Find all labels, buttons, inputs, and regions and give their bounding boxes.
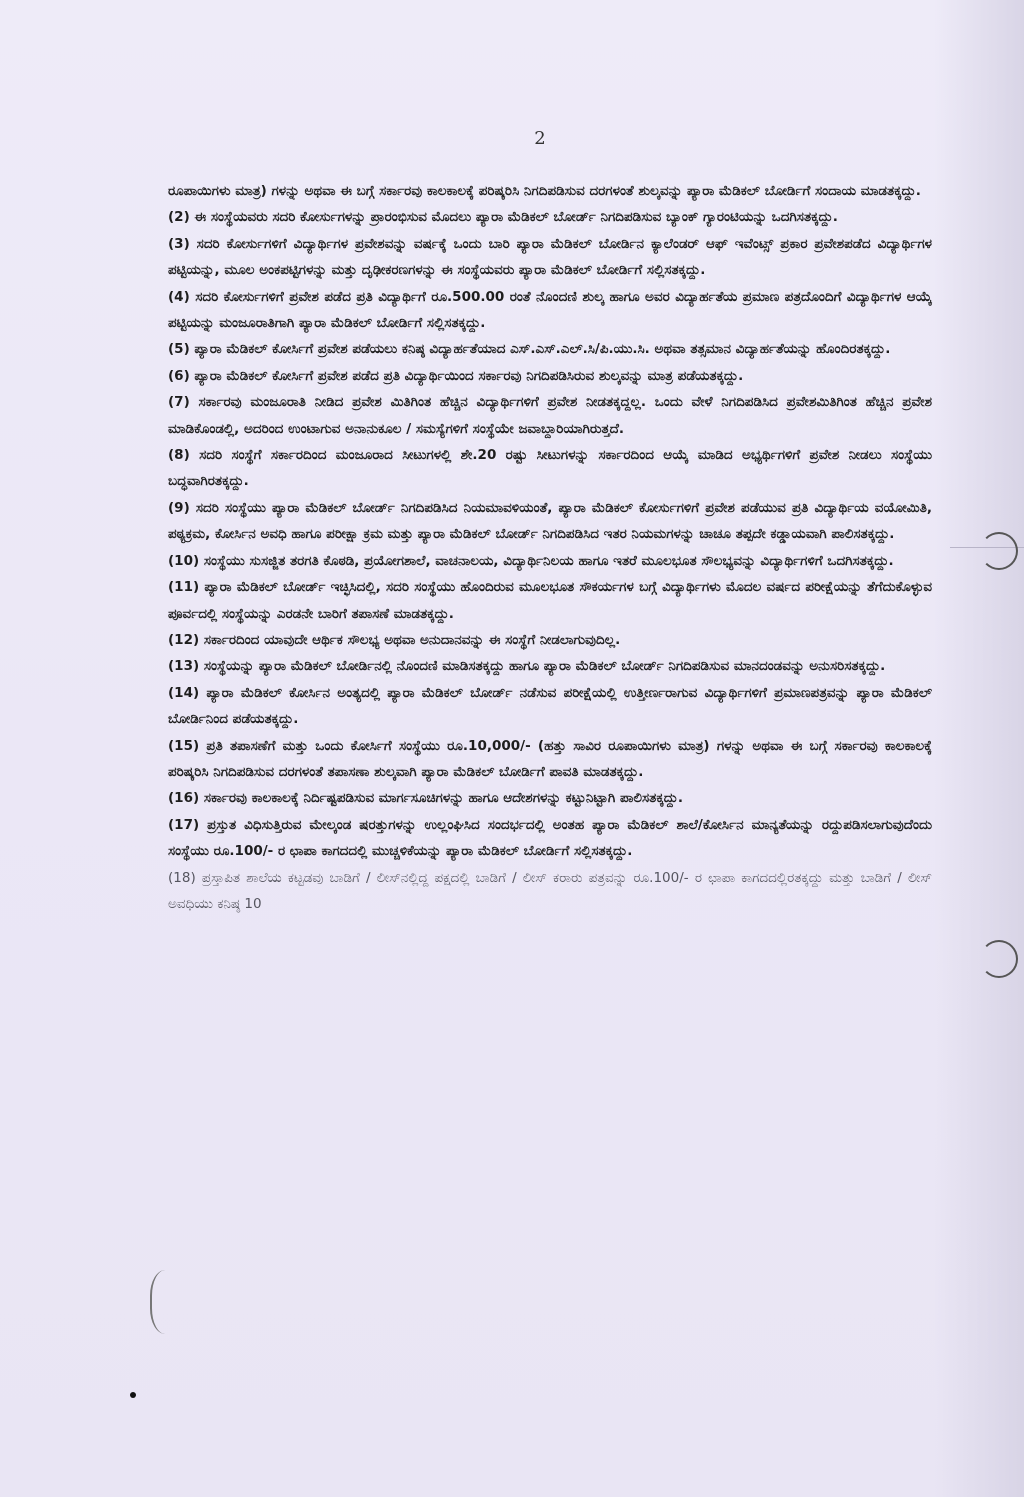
paragraph-18: (18) ಪ್ರಸ್ತಾಪಿತ ಶಾಲೆಯ ಕಟ್ಟಡವು ಬಾಡಿಗೆ / ಲೀಸ್‌ನಲ್ಲಿದ್ದ ಪಕ್ಷದಲ್ಲಿ ಬಾಡಿಗೆ / ಲೀಸ್ ಕರಾರು ಪತ್ರವನ್ನು ರೂ.100/- ರ ಛಾಪಾ ಕಾಗದದಲ್ಲಿರತಕ್ಕದ್ದು ಮತ್ತು ಬಾಡಿಗೆ / ಲೀಸ್ ಅವಧಿಯು ಕನಿಷ್ಠ 10 bbox=[168, 869, 932, 912]
paragraph-16: (16) ಸರ್ಕಾರವು ಕಾಲಕಾಲಕ್ಕೆ ನಿರ್ದಿಷ್ಟಪಡಿಸುವ ಮಾರ್ಗಸೂಚಿಗಳನ್ನು ಹಾಗೂ ಆದೇಶಗಳನ್ನು ಕಟ್ಟುನಿಟ್ಟಾಗಿ ಪಾಲಿಸತಕ್ಕದ್ದು. bbox=[168, 790, 684, 807]
paragraph-17: (17) ಪ್ರಸ್ತುತ ವಿಧಿಸುತ್ತಿರುವ ಮೇಲ್ಕಂಡ ಷರತ್ತುಗಳನ್ನು ಉಲ್ಲಂಘಿಸಿದ ಸಂದರ್ಭದಲ್ಲಿ ಅಂತಹ ಪ್ಯಾರಾ ಮೆಡಿಕಲ್ ಶಾಲೆ/ಕೋರ್ಸಿನ ಮಾನ್ಯತೆಯನ್ನು ರದ್ದುಪಡಿಸಲಾಗುವುದೆಂದು ಸಂಸ್ಥೆಯು ರೂ.100/- ರ ಛಾಪಾ ಕಾಗದದಲ್ಲಿ ಮುಚ್ಚಳಿಕೆಯನ್ನು ಪ್ಯಾರಾ ಮೆಡಿಕಲ್ ಬೋರ್ಡಿಗೆ ಸಲ್ಲಿಸತಕ್ಕದ್ದು. bbox=[168, 816, 932, 860]
paragraph-5: (5) ಪ್ಯಾರಾ ಮೆಡಿಕಲ್ ಕೋರ್ಸಿಗೆ ಪ್ರವೇಶ ಪಡೆಯಲು ಕನಿಷ್ಠ ವಿದ್ಯಾರ್ಹತೆಯಾದ ಎಸ್.ಎಸ್.ಎಲ್.ಸಿ/ಪಿ.ಯು.ಸಿ. ಅಥವಾ ತತ್ಸಮಾನ ವಿದ್ಯಾರ್ಹತೆಯನ್ನು ಹೊಂದಿರತಕ್ಕದ್ದು. bbox=[168, 341, 891, 358]
ink-dot-icon bbox=[130, 1392, 136, 1398]
margin-pen-mark-icon bbox=[980, 940, 1018, 978]
paragraph-9: (9) ಸದರಿ ಸಂಸ್ಥೆಯು ಪ್ಯಾರಾ ಮೆಡಿಕಲ್ ಬೋರ್ಡ್ ನಿಗದಿಪಡಿಸಿದ ನಿಯಮಾವಳಿಯಂತೆ, ಪ್ಯಾರಾ ಮೆಡಿಕಲ್ ಕೋರ್ಸುಗಳಿಗೆ ಪ್ರವೇಶ ಪಡೆಯುವ ಪ್ರತಿ ವಿದ್ಯಾರ್ಥಿಯ ವಯೋಮಿತಿ, ಪಠ್ಯಕ್ರಮ, ಕೋರ್ಸಿನ ಅವಧಿ ಹಾಗೂ ಪರೀಕ್ಷಾ ಕ್ರಮ ಮತ್ತು ಪ್ಯಾರಾ ಮೆಡಿಕಲ್ ಬೋರ್ಡ್ ನಿಗದಿಪಡಿಸಿದ ಇತರ ನಿಯಮಗಳನ್ನು ಚಾಚೂ ತಪ್ಪದೇ ಕಡ್ಡಾಯವಾಗಿ ಪಾಲಿಸತಕ್ಕದ್ದು. bbox=[168, 499, 932, 543]
margin-scribble-icon bbox=[150, 1270, 188, 1334]
paragraph-6: (6) ಪ್ಯಾರಾ ಮೆಡಿಕಲ್ ಕೋರ್ಸಿಗೆ ಪ್ರವೇಶ ಪಡೆದ ಪ್ರತಿ ವಿದ್ಯಾರ್ಥಿಯಿಂದ ಸರ್ಕಾರವು ನಿಗದಿಪಡಿಸಿರುವ ಶುಲ್ಕವನ್ನು ಮಾತ್ರ ಪಡೆಯತಕ್ಕದ್ದು. bbox=[168, 367, 744, 384]
page-edge-shadow bbox=[934, 0, 1024, 1497]
paragraph-15: (15) ಪ್ರತಿ ತಪಾಸಣೆಗೆ ಮತ್ತು ಒಂದು ಕೋರ್ಸಿಗೆ ಸಂಸ್ಥೆಯು ರೂ.10,000/- (ಹತ್ತು ಸಾವಿರ ರೂಪಾಯಿಗಳು ಮಾತ್ರ) ಗಳನ್ನು ಅಥವಾ ಈ ಬಗ್ಗೆ ಸರ್ಕಾರವು ಕಾಲಕಾಲಕ್ಕೆ ಪರಿಷ್ಕರಿಸಿ ನಿಗದಿಪಡಿಸುವ ದರಗಳಂತೆ ತಪಾಸಣಾ ಶುಲ್ಕವಾಗಿ ಪ್ಯಾರಾ ಮೆಡಿಕಲ್ ಬೋರ್ಡಿಗೆ ಪಾವತಿ ಮಾಡತಕ್ಕದ್ದು. bbox=[168, 737, 932, 780]
margin-pen-mark-icon bbox=[980, 532, 1018, 570]
paragraph-14: (14) ಪ್ಯಾರಾ ಮೆಡಿಕಲ್ ಕೋರ್ಸಿನ ಅಂತ್ಯದಲ್ಲಿ ಪ್ಯಾರಾ ಮೆಡಿಕಲ್ ಬೋರ್ಡ್ ನಡೆಸುವ ಪರೀಕ್ಷೆಯಲ್ಲಿ ಉತ್ತೀರ್ಣರಾಗುವ ವಿದ್ಯಾರ್ಥಿಗಳಿಗೆ ಪ್ರಮಾಣಪತ್ರವನ್ನು ಪ್ಯಾರಾ ಮೆಡಿಕಲ್ ಬೋರ್ಡಿನಿಂದ ಪಡೆಯತಕ್ಕದ್ದು. bbox=[168, 684, 932, 728]
paragraph-3: (3) ಸದರಿ ಕೋರ್ಸುಗಳಿಗೆ ವಿದ್ಯಾರ್ಥಿಗಳ ಪ್ರವೇಶವನ್ನು ವರ್ಷಕ್ಕೆ ಒಂದು ಬಾರಿ ಪ್ಯಾರಾ ಮೆಡಿಕಲ್ ಬೋರ್ಡಿನ ಕ್ಯಾಲೆಂಡರ್ ಆಫ್ ಇವೆಂಟ್ಸ್ ಪ್ರಕಾರ ಪ್ರವೇಶಪಡೆದ ವಿದ್ಯಾರ್ಥಿಗಳ ಪಟ್ಟಿಯನ್ನು, ಮೂಲ ಅಂಕಪಟ್ಟಿಗಳನ್ನು ಮತ್ತು ದೃಢೀಕರಣಗಳನ್ನು ಈ ಸಂಸ್ಥೆಯವರು ಪ್ಯಾರಾ ಮೆಡಿಕಲ್ ಬೋರ್ಡಿಗೆ ಸಲ್ಲಿಸತಕ್ಕದ್ದು. bbox=[168, 235, 932, 279]
paragraph-12: (12) ಸರ್ಕಾರದಿಂದ ಯಾವುದೇ ಆರ್ಥಿಕ ಸೌಲಭ್ಯ ಅಥವಾ ಅನುದಾನವನ್ನು ಈ ಸಂಸ್ಥೆಗೆ ನೀಡಲಾಗುವುದಿಲ್ಲ. bbox=[168, 631, 621, 648]
paragraph-11: (11) ಪ್ಯಾರಾ ಮೆಡಿಕಲ್ ಬೋರ್ಡ್ ಇಚ್ಛಿಸಿದಲ್ಲಿ, ಸದರಿ ಸಂಸ್ಥೆಯು ಹೊಂದಿರುವ ಮೂಲಭೂತ ಸೌಕರ್ಯಗಳ ಬಗ್ಗೆ ವಿದ್ಯಾರ್ಥಿಗಳು ಮೊದಲ ವರ್ಷದ ಪರೀಕ್ಷೆಯನ್ನು ತೆಗೆದುಕೊಳ್ಳುವ ಪೂರ್ವದಲ್ಲಿ ಸಂಸ್ಥೆಯನ್ನು ಎರಡನೇ ಬಾರಿಗೆ ತಪಾಸಣೆ ಮಾಡತಕ್ಕದ್ದು. bbox=[168, 579, 932, 622]
paragraph-8: (8) ಸದರಿ ಸಂಸ್ಥೆಗೆ ಸರ್ಕಾರದಿಂದ ಮಂಜೂರಾದ ಸೀಟುಗಳಲ್ಲಿ ಶೇ.20 ರಷ್ಟು ಸೀಟುಗಳನ್ನು ಸರ್ಕಾರದಿಂದ ಆಯ್ಕೆ ಮಾಡಿದ ಅಭ್ಯರ್ಥಿಗಳಿಗೆ ಪ್ರವೇಶ ನೀಡಲು ಸಂಸ್ಥೆಯು ಬದ್ಧವಾಗಿರತಕ್ಕದ್ದು. bbox=[168, 447, 932, 490]
paragraph-continuation: ರೂಪಾಯಿಗಳು ಮಾತ್ರ) ಗಳನ್ನು ಅಥವಾ ಈ ಬಗ್ಗೆ ಸರ್ಕಾರವು ಕಾಲಕಾಲಕ್ಕೆ ಪರಿಷ್ಕರಿಸಿ ನಿಗದಿಪಡಿಸುವ ದರಗಳಂತೆ ಶುಲ್ಕವನ್ನು ಪ್ಯಾರಾ ಮೆಡಿಕಲ್ ಬೋರ್ಡಿಗೆ ಸಂದಾಯ ಮಾಡತಕ್ಕದ್ದು. bbox=[168, 183, 921, 199]
paragraph-13: (13) ಸಂಸ್ಥೆಯನ್ನು ಪ್ಯಾರಾ ಮೆಡಿಕಲ್ ಬೋರ್ಡಿನಲ್ಲಿ ನೊಂದಣಿ ಮಾಡಿಸತಕ್ಕದ್ದು ಹಾಗೂ ಪ್ಯಾರಾ ಮೆಡಿಕಲ್ ಬೋರ್ಡ್ ನಿಗದಿಪಡಿಸುವ ಮಾನದಂಡವನ್ನು ಅನುಸರಿಸತಕ್ಕದ್ದು. bbox=[168, 658, 886, 675]
paragraph-7: (7) ಸರ್ಕಾರವು ಮಂಜೂರಾತಿ ನೀಡಿದ ಪ್ರವೇಶ ಮಿತಿಗಿಂತ ಹೆಚ್ಚಿನ ವಿದ್ಯಾರ್ಥಿಗಳಿಗೆ ಪ್ರವೇಶ ನೀಡತಕ್ಕದ್ದಲ್ಲ. ಒಂದು ವೇಳೆ ನಿಗದಿಪಡಿಸಿದ ಪ್ರವೇಶಮಿತಿಗಿಂತ ಹೆಚ್ಚಿನ ಪ್ರವೇಶ ಮಾಡಿಕೊಂಡಲ್ಲಿ, ಅದರಿಂದ ಉಂಟಾಗುವ ಅನಾನುಕೂಲ / ಸಮಸ್ಯೆಗಳಿಗೆ ಸಂಸ್ಥೆಯೇ ಜವಾಬ್ದಾರಿಯಾಗಿರುತ್ತದೆ. bbox=[168, 394, 932, 437]
page-number: 2 bbox=[534, 128, 546, 149]
paragraph-4: (4) ಸದರಿ ಕೋರ್ಸುಗಳಿಗೆ ಪ್ರವೇಶ ಪಡೆದ ಪ್ರತಿ ವಿದ್ಯಾರ್ಥಿಗೆ ರೂ.500.00 ರಂತೆ ನೊಂದಣಿ ಶುಲ್ಕ ಹಾಗೂ ಅವರ ವಿದ್ಯಾರ್ಹತೆಯ ಪ್ರಮಾಣ ಪತ್ರದೊಂದಿಗೆ ವಿದ್ಯಾರ್ಥಿಗಳ ಆಯ್ಕೆ ಪಟ್ಟಿಯನ್ನು ಮಂಜೂರಾತಿಗಾಗಿ ಪ್ಯಾರಾ ಮೆಡಿಕಲ್ ಬೋರ್ಡಿಗೆ ಸಲ್ಲಿಸತಕ್ಕದ್ದು. bbox=[168, 288, 932, 332]
paragraph-2: (2) ಈ ಸಂಸ್ಥೆಯವರು ಸದರಿ ಕೋರ್ಸುಗಳನ್ನು ಪ್ರಾರಂಭಿಸುವ ಮೊದಲು ಪ್ಯಾರಾ ಮೆಡಿಕಲ್ ಬೋರ್ಡ್ ನಿಗದಿಪಡಿಸುವ ಬ್ಯಾಂಕ್ ಗ್ಯಾರಂಟಿಯನ್ನು ಒದಗಿಸತಕ್ಕದ್ದು. bbox=[168, 209, 838, 226]
document-body bbox=[168, 178, 932, 917]
paragraph-10: (10) ಸಂಸ್ಥೆಯು ಸುಸಜ್ಜಿತ ತರಗತಿ ಕೊಠಡಿ, ಪ್ರಯೋಗಶಾಲೆ, ವಾಚನಾಲಯ, ವಿದ್ಯಾರ್ಥಿನಿಲಯ ಹಾಗೂ ಇತರೆ ಮೂಲಭೂತ ಸೌಲಭ್ಯವನ್ನು ವಿದ್ಯಾರ್ಥಿಗಳಿಗೆ ಒದಗಿಸತಕ್ಕದ್ದು. bbox=[168, 552, 894, 569]
